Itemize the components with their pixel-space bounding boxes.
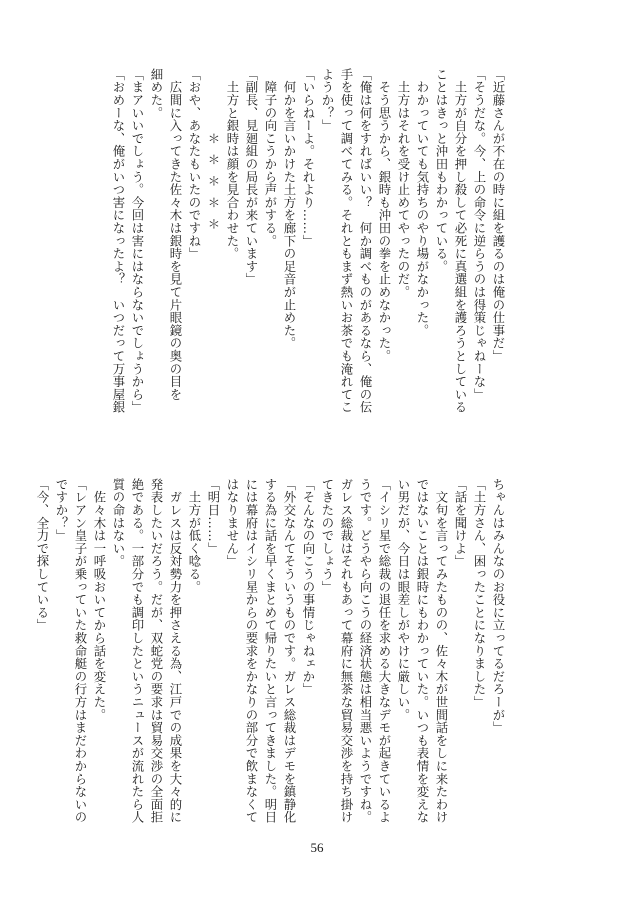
text-line: 「レアン皇子が乗っていた救命艇の行方はまだわからないの (73, 478, 88, 824)
text-line: 「おや、あなたもいたのですね」 (187, 68, 202, 260)
text-line: ガレス総裁はそれもあって幕府に無茶な貿易交渉を持ち掛け (339, 478, 354, 824)
text-line: 障子の向こうから声がする。 (263, 68, 278, 248)
text-line: 「外交なんてそういうものです。ガレス総裁はデモを鎮静化 (282, 478, 297, 824)
text-line: 「まアいいでしょう。今回は害にはならないでしょうから」 (130, 68, 145, 414)
text-line: ではないことは銀時にもわかっていた。いつも表情を変えな (415, 478, 430, 824)
page-number: 56 (310, 840, 324, 855)
text-line: ですか？」 (54, 478, 69, 542)
text-line: い男だが、今日は眼差しがやけに厳しい。 (396, 478, 411, 722)
text-line: うです。どうやら向こうの経済状態は相当悪いようですね。 (358, 478, 373, 824)
text-line: ことはきっと沖田もわかっている。 (434, 68, 449, 273)
text-line: 発表したいだろう。だが、双蛇党の要求は貿易交渉の全面拒 (149, 478, 164, 824)
text-line: 「いらねーよ。それより……」 (301, 68, 316, 248)
text-line: 「土方さん、困ったことになりました」 (472, 478, 487, 709)
upper-text-block (112, 68, 508, 448)
text-line: 何かを言いかけた土方を廊下の足音が止めた。 (282, 68, 297, 350)
text-line: 「そうだな。今、上の命令に逆らうのは得策じゃねーな」 (472, 68, 487, 401)
text-line: 「おめーな、俺がいつ害になったよ？ いつだって万事屋銀 (111, 68, 126, 414)
lower-text-block (35, 478, 508, 828)
text-line: わかっていても気持ちのやり場がなかった。 (415, 68, 430, 337)
text-line: 「明日……」 (206, 478, 221, 555)
text-line: 「そんなの向こうの事情じゃねェか」 (301, 478, 316, 696)
text-line: はなりません」 (225, 478, 240, 568)
text-line: 細めた。 (149, 68, 164, 120)
text-line: ガレスは反対勢力を押さえる為、江戸での成果を大々的に (168, 478, 183, 824)
text-line: そう思うから、銀時も沖田の拳を止めなかった。 (377, 68, 392, 363)
text-line: 土方が自分を押し殺して必死に真選組を護ろうとしている (453, 68, 468, 414)
text-line: ちゃんはみんなのお役に立ってるだろーが」 (491, 478, 506, 734)
scene-break-stars: ＊＊＊＊＊ (206, 132, 221, 239)
text-line: 土方はそれを受け止めてやったのだ。 (396, 68, 411, 299)
text-line: 土方が低く唸る。 (187, 478, 202, 594)
text-line: する為に話を早くまとめて帰りたいと言ってきました。明日 (263, 478, 278, 824)
text-line: 「話を聞けよ」 (453, 478, 468, 568)
text-line: 「今、全力で探している」 (35, 478, 50, 632)
text-line: ようか？」 (320, 68, 335, 132)
text-line: 「副長、見廻組の局長が来ています」 (244, 68, 259, 286)
text-line: 絶である。一部分でも調印したというニュースが流れたら人 (130, 478, 145, 824)
text-line: 文句を言ってみたものの、佐々木が世間話をしに来たわけ (434, 478, 449, 824)
text-line: 「近藤さんが不在の時に組を護るのは俺の仕事だ」 (491, 68, 506, 363)
text-line: 「イシリ星で総裁の退任を求める大きなデモが起きているよ (377, 478, 392, 824)
text-line: 質の命はない。 (111, 478, 126, 568)
text-line: 手を使って調べてみる。それともまず熱いお茶でも淹れてこ (339, 68, 354, 414)
text-line: 「俺は何をすればいい？ 何か調べものがあるなら、俺の伝 (358, 68, 373, 414)
text-line: 佐々木は一呼吸おいてから話を変えた。 (92, 478, 107, 722)
text-line: 広間に入ってきた佐々木は銀時を見て片眼鏡の奥の目を (168, 68, 183, 401)
text-line: には幕府はイシリ星からの要求をかなりの部分で飲まなくて (244, 478, 259, 824)
text-line: 土方と銀時は顔を見合わせた。 (225, 68, 240, 260)
text-line: てきたのでしょう」 (320, 478, 335, 594)
